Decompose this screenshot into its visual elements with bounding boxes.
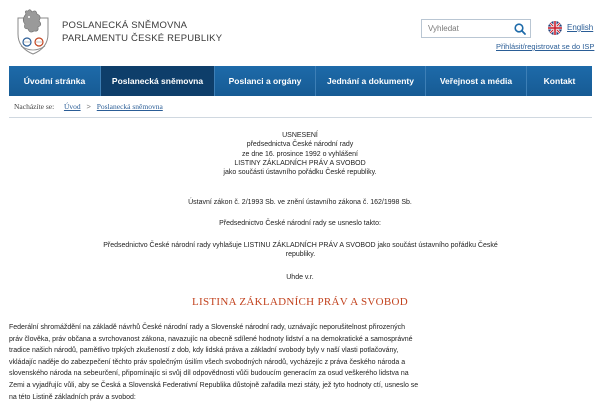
search-box <box>421 19 531 38</box>
breadcrumb-divider <box>9 117 592 118</box>
preamble-line-7: na této Listině základních práv a svobod: <box>9 393 136 401</box>
heading-line-4: LISTINY ZÁKLADNÍCH PRÁV A SVOBOD <box>234 159 366 167</box>
preamble-line-5: slovenského národa na sebeurčení, připomínajíc si svůj díl odpovědnosti vůči budoucím generacím za osud veškerého lidstva na <box>9 370 409 378</box>
breadcrumb-current-link[interactable]: Poslanecká sněmovna <box>96 102 163 111</box>
heading-line-5: jako součásti ústavního pořádku České republiky. <box>223 169 377 177</box>
uk-flag-icon <box>548 21 562 35</box>
site-title-line1: POSLANECKÁ SNĚMOVNA <box>62 20 188 31</box>
breadcrumb-separator-icon: > <box>86 102 91 111</box>
preamble-paragraph <box>9 322 592 403</box>
heading-line-3: ze dne 16. prosince 1992 o vyhlášení <box>242 150 358 158</box>
resolution-intro: Předsednictvo České národní rady se usneslo takto: <box>219 220 381 227</box>
login-register-link[interactable]: Přihlásit/registrovat se do ISP <box>496 42 595 51</box>
heading-line-2: předsednictva České národní rady <box>246 141 354 149</box>
document-heading <box>0 131 600 177</box>
preamble-line-1: Federální shromáždění na základě návrhů České národní rady a Slovenské národní rady, uznávajíc neporušitelnost přirozených <box>9 324 405 331</box>
breadcrumb-home-link[interactable]: Úvod <box>63 102 81 111</box>
parliament-logo-icon[interactable] <box>12 8 54 56</box>
proclamation-text <box>9 241 592 260</box>
nav-item-public-media[interactable]: Veřejnost a média <box>426 66 527 96</box>
nav-item-contact[interactable]: Kontakt <box>543 76 576 86</box>
preamble-line-4: vkládajíc naděje do zabezpečení těchto práv společným úsilím všech svobodných národů, vycházejíc z práva českého národa a <box>9 358 406 366</box>
nav-item-chamber[interactable]: Poslanecká sněmovna <box>101 66 215 96</box>
nav-item-deputies[interactable]: Poslanci a orgány <box>215 66 316 96</box>
main-navigation <box>0 66 600 96</box>
preamble-line-2: práv člověka, práv občana a svrchovanost zákona, navazujíc na obecně sdílené hodnoty lidství a na demokratické a samosprávné <box>9 335 413 343</box>
section-title: LISTINA ZÁKLADNÍCH PRÁV A SVOBOD <box>192 296 408 308</box>
breadcrumb-prefix: Nacházíte se: <box>14 102 55 111</box>
site-title[interactable] <box>62 19 222 45</box>
heading-line-1: USNESENÍ <box>282 132 318 139</box>
amendments-note: Ústavní zákon č. 2/1993 Sb. ve znění ústavního zákona č. 162/1998 Sb. <box>188 199 412 206</box>
nav-bar <box>9 66 592 96</box>
proclamation-line-2: republiky. <box>285 251 316 259</box>
site-header <box>0 0 600 66</box>
signature: Uhde v.r. <box>286 274 314 281</box>
search-icon[interactable] <box>513 22 527 36</box>
language-label[interactable]: English <box>567 23 594 32</box>
preamble-line-6: Zemi a vyjadřujíc vůli, aby se Česká a Slovenská Federativní Republika důstojně zařadila mezi státy, jež tyto hodnoty ctí, usneslo se <box>9 381 419 389</box>
search-input[interactable] <box>422 20 510 37</box>
nav-item-home[interactable]: Úvodní stránka <box>9 66 101 96</box>
nav-item-proceedings[interactable]: Jednání a dokumenty <box>316 66 426 96</box>
breadcrumb <box>14 102 163 111</box>
site-title-line2: PARLAMENTU ČESKÉ REPUBLIKY <box>62 33 223 44</box>
preamble-line-3: tradice našich národů, pamětlivo trpkých zkušeností z dob, kdy lidská práva a základní svobody byly v naší vlasti potlačovány, <box>9 347 399 355</box>
proclamation-line-1: Předsednictvo České národní rady vyhlašuje LISTINU ZÁKLADNÍCH PRÁV A SVOBOD jako součást ústavního pořádku České <box>103 242 498 249</box>
